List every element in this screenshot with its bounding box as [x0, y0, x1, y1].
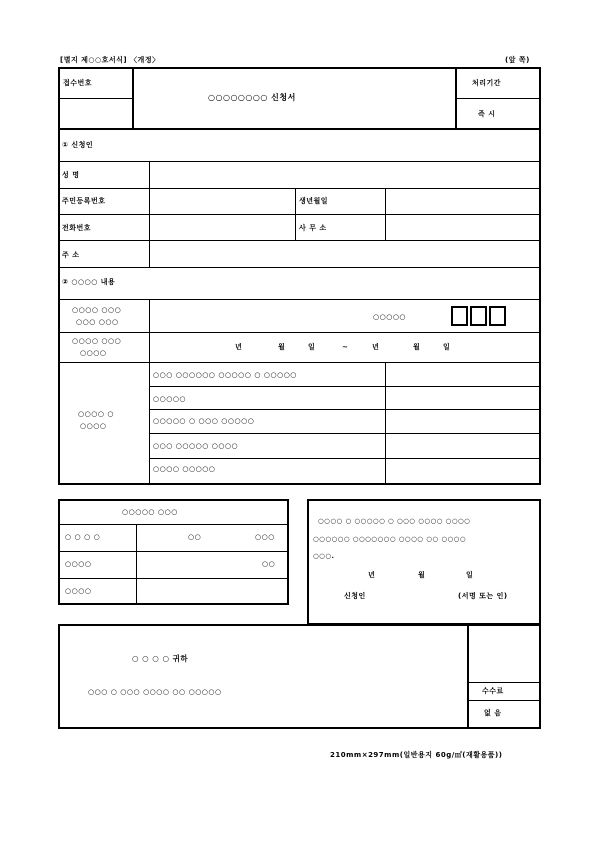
fee-row1-label: ○ ○ ○ ○: [65, 533, 101, 541]
details-section-title: ② ○○○○ 내용: [62, 278, 116, 286]
declaration-line3: ○○○.: [313, 552, 335, 560]
processing-period-value: 즉 시: [478, 110, 496, 118]
office-label: 사 무 소: [299, 224, 327, 232]
declaration-year: 년: [368, 571, 376, 579]
detail-row1-sub: ○○○ ○○○: [76, 318, 119, 326]
start-day-label: 일: [308, 343, 316, 351]
page-side: (앞 쪽): [505, 56, 530, 64]
detail-item-2: ○○○○○: [153, 395, 187, 403]
declaration-day: 일: [466, 571, 474, 579]
group-sub-label: ○○○○: [80, 422, 107, 430]
fee-label: 수수료: [482, 687, 504, 695]
fee-table-title: ○○○○○ ○○○: [122, 508, 178, 516]
end-year-label: 년: [372, 343, 380, 351]
resident-number-label: 주민등록번호: [62, 197, 106, 205]
start-year-label: 년: [235, 343, 243, 351]
signer-sign-placeholder: (서명 또는 인): [458, 592, 508, 600]
name-label: 성 명: [62, 171, 80, 179]
count-box-3[interactable]: [489, 306, 506, 326]
count-box-2[interactable]: [470, 306, 487, 326]
fee-row1-mid: ○○: [188, 533, 202, 541]
count-box-1[interactable]: [451, 306, 468, 326]
group-label: ○○○○ ○: [78, 410, 114, 418]
count-label: ○○○○○: [373, 313, 407, 321]
end-month-label: 월: [413, 343, 421, 351]
birth-label: 생년월일: [299, 197, 329, 205]
detail-item-3: ○○○○○ ○ ○○○ ○○○○○: [153, 417, 255, 425]
address-label: 주 소: [62, 251, 80, 259]
fee-row2-right: ○○: [262, 560, 276, 568]
declaration-month: 월: [418, 571, 426, 579]
declaration-line2: ○○○○○○ ○○○○○○○ ○○○○ ○○ ○○○○: [313, 535, 466, 543]
recipient-line2: ○○○ ○ ○○○ ○○○○ ○○ ○○○○○: [88, 688, 222, 696]
phone-label: 전화번호: [62, 224, 92, 232]
recipient-name: ○ ○ ○ ○ 귀하: [132, 654, 189, 663]
fee-row1-right: ○○○: [255, 533, 275, 541]
detail-row2-label: ○○○○ ○○○: [72, 337, 122, 345]
fee-value: 없 음: [484, 709, 502, 717]
date-range-separator: ~: [342, 343, 349, 351]
detail-item-1: ○○○ ○○○○○○ ○○○○○ ○ ○○○○○: [153, 371, 297, 379]
fee-row2-label: ○○○○: [65, 560, 92, 568]
paper-spec-footer: 210mm×297mm(일반용지 60g/㎡(재활용품)): [330, 751, 503, 759]
declaration-line1: ○○○○ ○ ○○○○○ ○ ○○○ ○○○○ ○○○○: [318, 517, 471, 525]
applicant-section-title: ① 신청인: [62, 141, 94, 149]
detail-item-5: ○○○○ ○○○○○: [153, 465, 216, 473]
form-title: ○○○○○○○○ 신청서: [208, 93, 296, 102]
end-day-label: 일: [443, 343, 451, 351]
form-number: [별지 제○○호서식] 〈개정〉: [60, 56, 160, 64]
signer-label: 신청인: [344, 592, 366, 600]
start-month-label: 월: [278, 343, 286, 351]
detail-item-4: ○○○ ○○○○○ ○○○○: [153, 442, 239, 450]
processing-period-label: 처리기간: [472, 79, 502, 87]
receipt-number-label: 접수번호: [63, 79, 93, 87]
detail-row2-sub: ○○○○: [80, 349, 107, 357]
detail-row1-label: ○○○○ ○○○: [72, 306, 122, 314]
fee-row3-label: ○○○○: [65, 587, 92, 595]
